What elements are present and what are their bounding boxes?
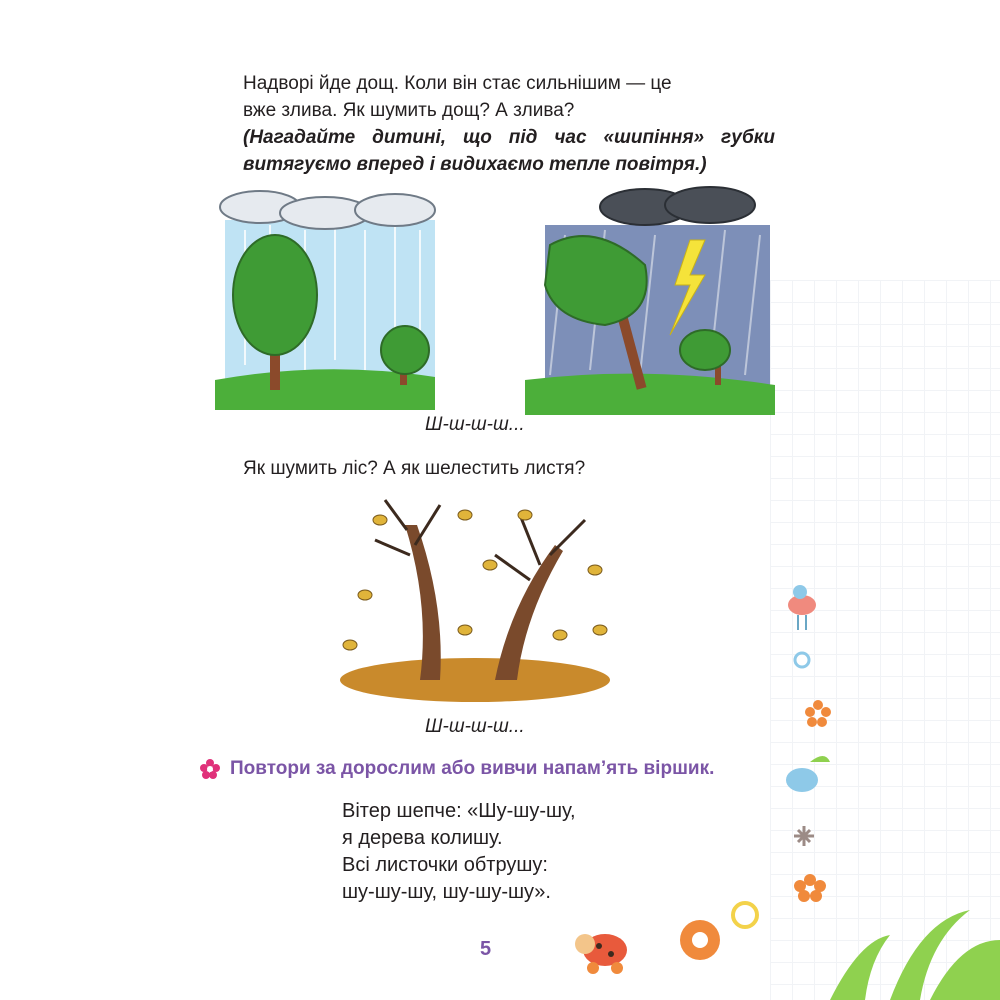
autumn-trees-illustration [335,485,620,710]
rain-illustration [215,185,445,410]
poem-line-3: Всі листочки обтрушу: [342,854,548,876]
yellow-flower-icon [730,900,760,930]
rain-caption: Ш-ш-ш-ш... [425,414,525,435]
intro-line-1: Надворі йде дощ. Коли він стає сильнішим — це [243,73,672,94]
decorative-birds-flowers [770,440,1000,1000]
flower-orange-icon [805,700,831,727]
orange-flower-icon [678,918,722,962]
task-instruction [200,758,714,780]
flower-grey-icon [794,826,814,846]
task-text: Повтори за дорослим або вивчи напам’ять віршик. [230,758,715,779]
forest-question: Як шумить ліс? А як шелестить листя? [243,458,586,479]
forest-caption: Ш-ш-ш-ш... [425,716,525,737]
blue-bird-icon [786,756,830,792]
ladybug-toy-icon [565,920,640,980]
poem-line-2: я дерева колишу. [342,827,503,849]
flower-orange-2-icon [794,874,826,902]
poem-line-4: шу-шу-шу, шу-шу-шу». [342,881,551,903]
intro-line-2: вже злива. Як шумить дощ? А злива? [243,100,575,121]
parent-hint: (Нагадайте дитині, що під час «шипіння» губки витягуємо вперед і видихаємо тепле повітря.) [243,127,775,175]
grass-icon [830,910,1000,1000]
flower-icon [200,759,220,779]
poem-line-1: Вітер шепче: «Шу-шу-шу, [342,800,576,822]
page-number: 5 [480,938,492,960]
intro-paragraph [243,70,775,124]
storm-illustration [525,185,780,415]
bird-icon [788,585,816,630]
flower-small-icon [795,653,809,667]
poem [342,798,576,906]
